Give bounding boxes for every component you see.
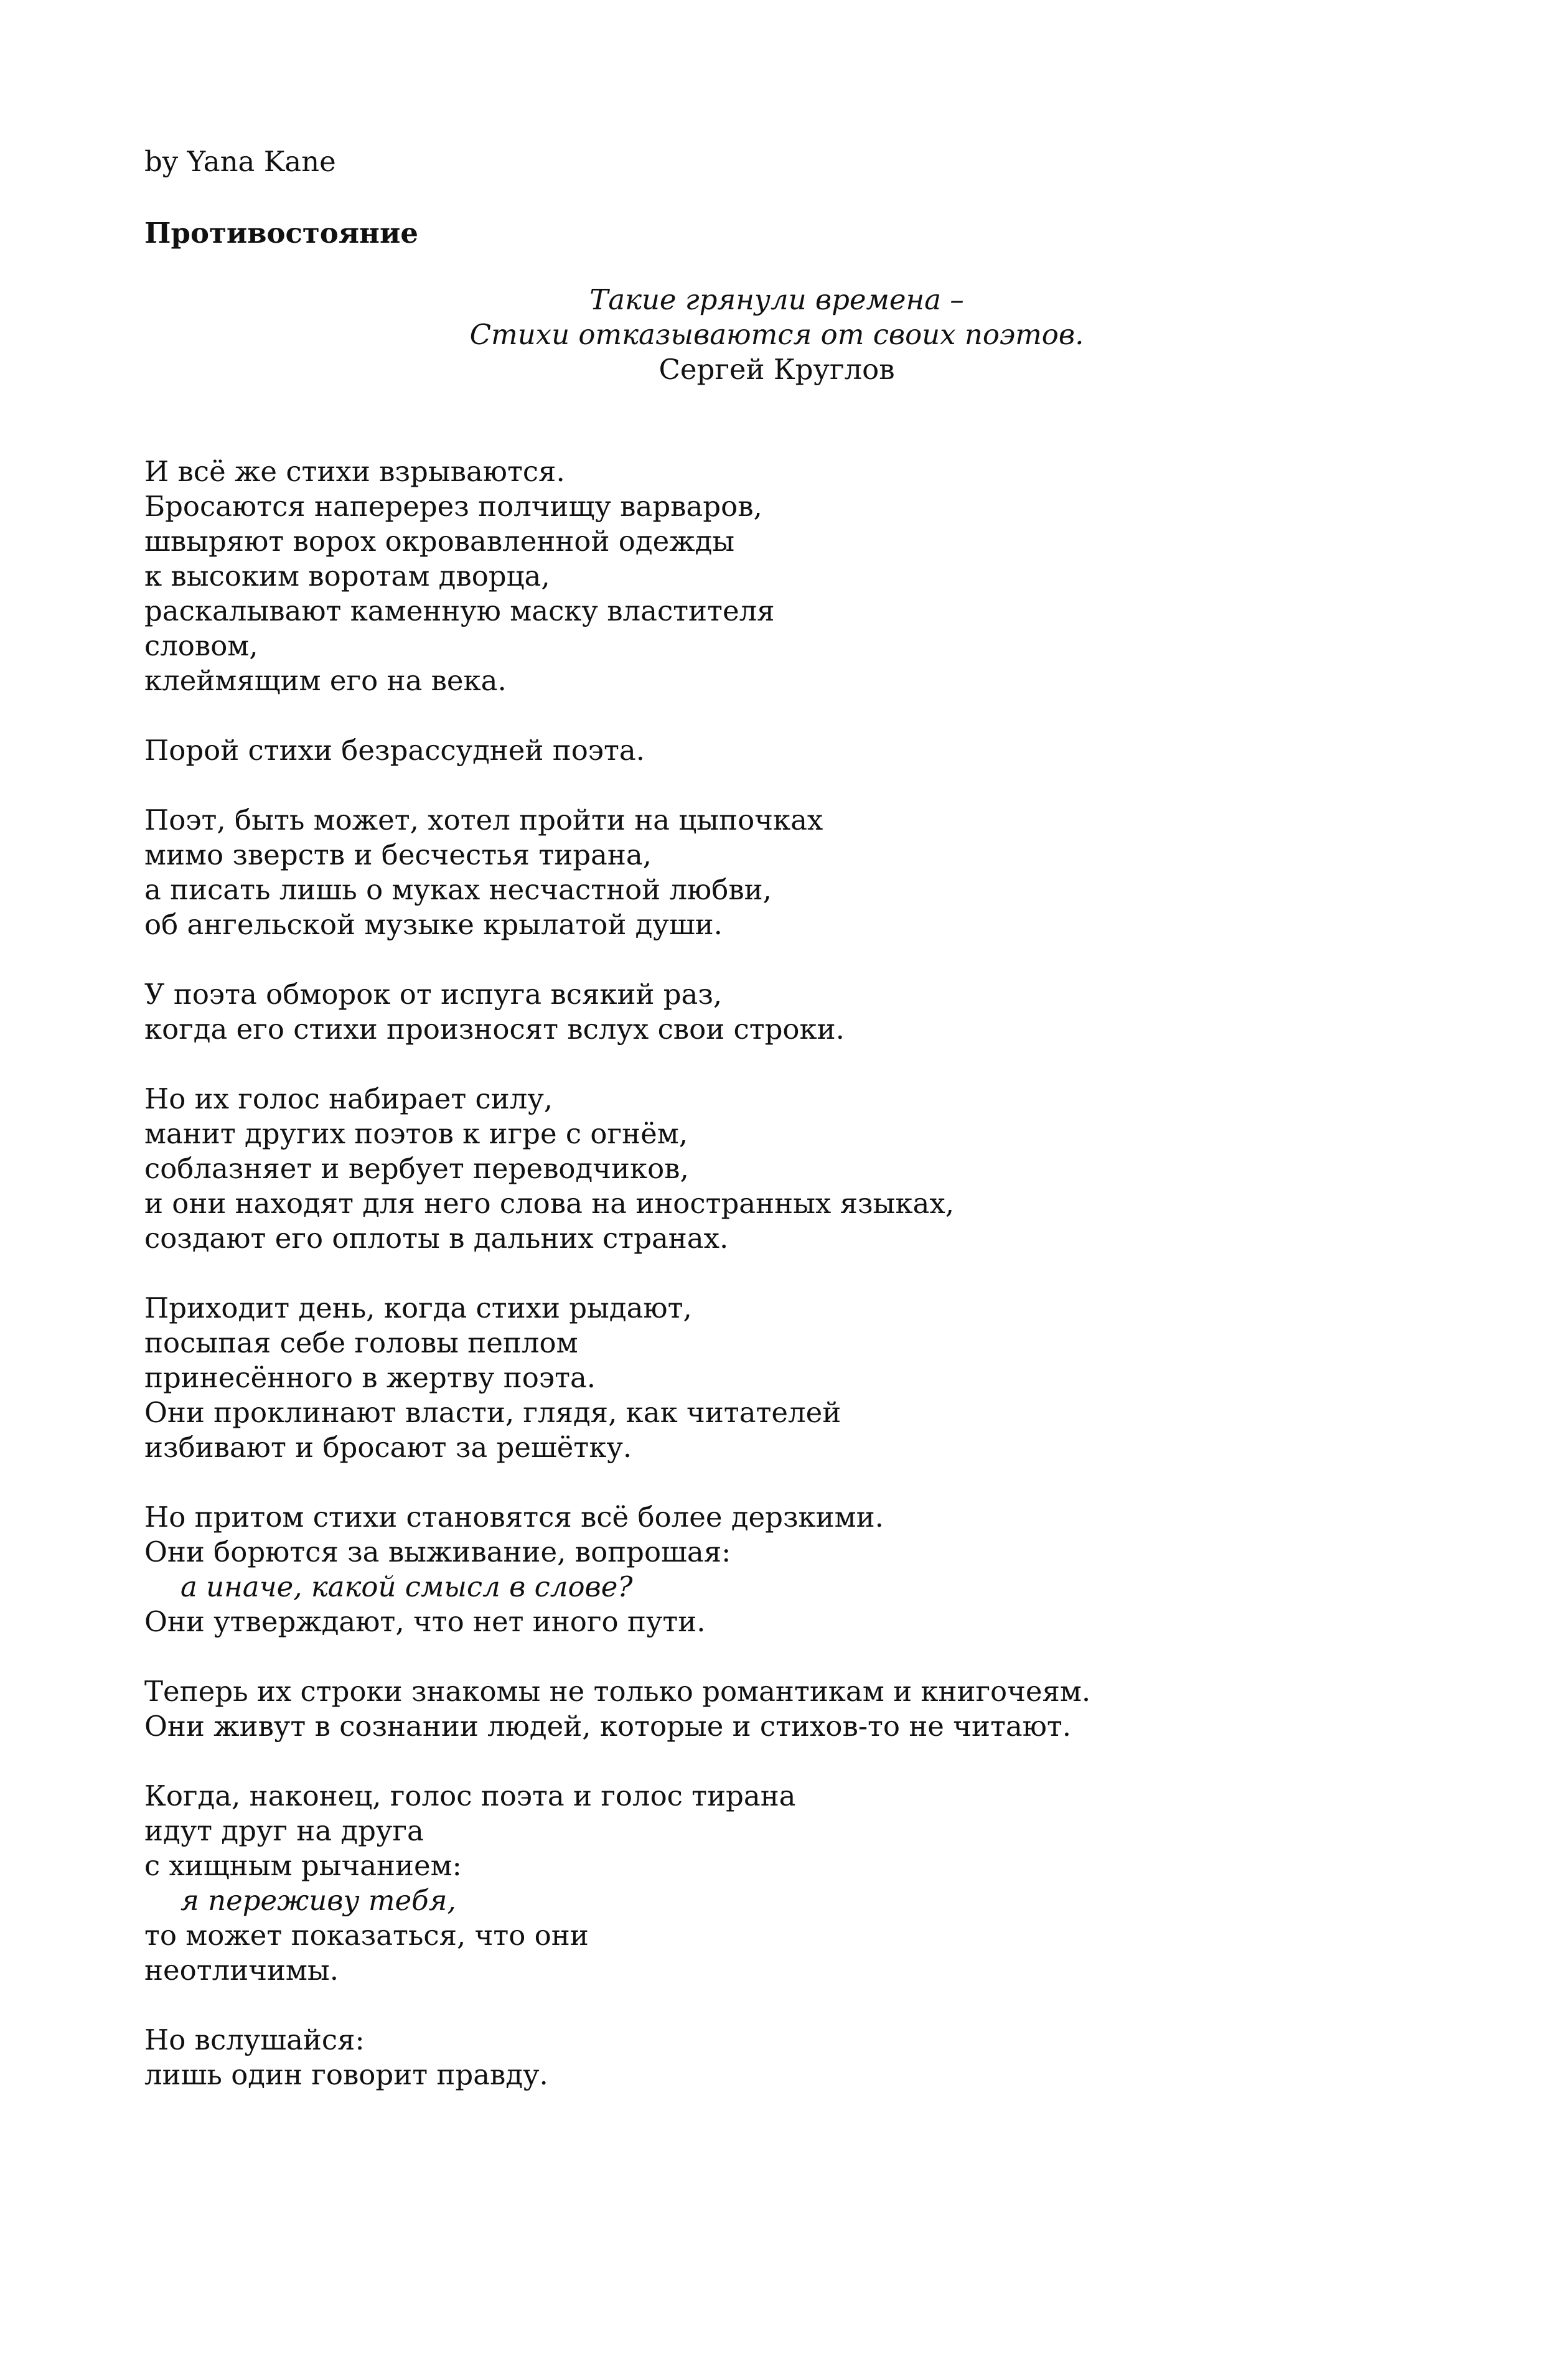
poem-line: Они живут в сознании людей, которые и стихов-то не читают. <box>144 1710 1072 1743</box>
epigraph-line: Стихи отказываются от своих поэтов. <box>469 318 1084 351</box>
poem-line: У поэта обморок от испуга всякий раз, <box>144 978 723 1011</box>
poem-line: то может показаться, что они <box>144 1919 589 1952</box>
poem-line-italic: я переживу тебя, <box>180 1884 456 1917</box>
poem-line: Теперь их строки знакомы не только романтикам и книгочеям. <box>144 1675 1091 1708</box>
poem-line: посыпая себе головы пеплом <box>144 1326 578 1359</box>
poem-line: Порой стихи безрассудней поэта. <box>144 734 645 767</box>
stanza <box>144 1779 1414 1988</box>
poem-line: И всё же стихи взрываются. <box>144 455 565 488</box>
poem-line: к высоким воротам дворца, <box>144 560 550 593</box>
poem-line: когда его стихи произносят вслух свои строки. <box>144 1013 845 1046</box>
author-byline: by Yana Kane <box>144 145 336 178</box>
poem-line: Они борются за выживание, вопрошая: <box>144 1535 731 1568</box>
poem-line: Приходит день, когда стихи рыдают, <box>144 1291 692 1324</box>
stanza <box>144 1082 1414 1256</box>
poem-title: Противостояние <box>144 217 419 250</box>
stanza <box>144 733 1414 768</box>
poem-line: Они утверждают, что нет иного пути. <box>144 1605 706 1638</box>
poem-line: Когда, наконец, голос поэта и голос тирана <box>144 1779 796 1812</box>
poem-line: Но вслушайся: <box>144 2023 365 2056</box>
epigraph-attribution: Сергей Круглов <box>658 353 895 386</box>
poem-line: Бросаются наперерез полчищу варваров, <box>144 490 762 523</box>
epigraph <box>144 283 1409 387</box>
epigraph-line: Такие грянули времена – <box>589 283 964 316</box>
stanza <box>144 454 1414 698</box>
poem-line: манит других поэтов к игре с огнём, <box>144 1117 688 1150</box>
poem-line: лишь один говорит правду. <box>144 2058 548 2091</box>
poem-line: мимо зверств и бесчестья тирана, <box>144 838 652 871</box>
poem-line: Но их голос набирает силу, <box>144 1082 553 1115</box>
poem-line: идут друг на друга <box>144 1814 424 1847</box>
poem-line: создают его оплоты в дальних странах. <box>144 1222 729 1255</box>
poem-line: и они находят для него слова на иностранных языках, <box>144 1187 955 1220</box>
poem-line: клеймящим его на века. <box>144 664 507 697</box>
poem-line: с хищным рычанием: <box>144 1849 462 1882</box>
stanza <box>144 1674 1414 1744</box>
stanza <box>144 1291 1414 1465</box>
poem-line: принесённого в жертву поэта. <box>144 1361 596 1394</box>
poem-line: а писать лишь о муках несчастной любви, <box>144 873 772 906</box>
poem-line: швыряют ворох окровавленной одежды <box>144 525 735 558</box>
stanza <box>144 2023 1414 2092</box>
poem-body <box>144 454 1414 2092</box>
poem-line: раскалывают каменную маску властителя <box>144 594 775 627</box>
poem-line: Поэт, быть может, хотел пройти на цыпочках <box>144 803 823 836</box>
document-page <box>144 142 1414 2091</box>
stanza <box>144 803 1414 942</box>
poem-line-italic: а иначе, какой смысл в слове? <box>180 1570 633 1603</box>
poem-line: словом, <box>144 629 258 662</box>
poem-line: об ангельской музыке крылатой души. <box>144 908 723 941</box>
poem-line: неотличимы. <box>144 1954 339 1987</box>
poem-line: Но притом стихи становятся всё более дерзкими. <box>144 1501 884 1534</box>
stanza <box>144 977 1414 1047</box>
stanza <box>144 1500 1414 1639</box>
poem-line: Они проклинают власти, глядя, как читателей <box>144 1396 841 1429</box>
poem-line: соблазняет и вербует переводчиков, <box>144 1152 689 1185</box>
poem-line: избивают и бросают за решётку. <box>144 1431 632 1464</box>
